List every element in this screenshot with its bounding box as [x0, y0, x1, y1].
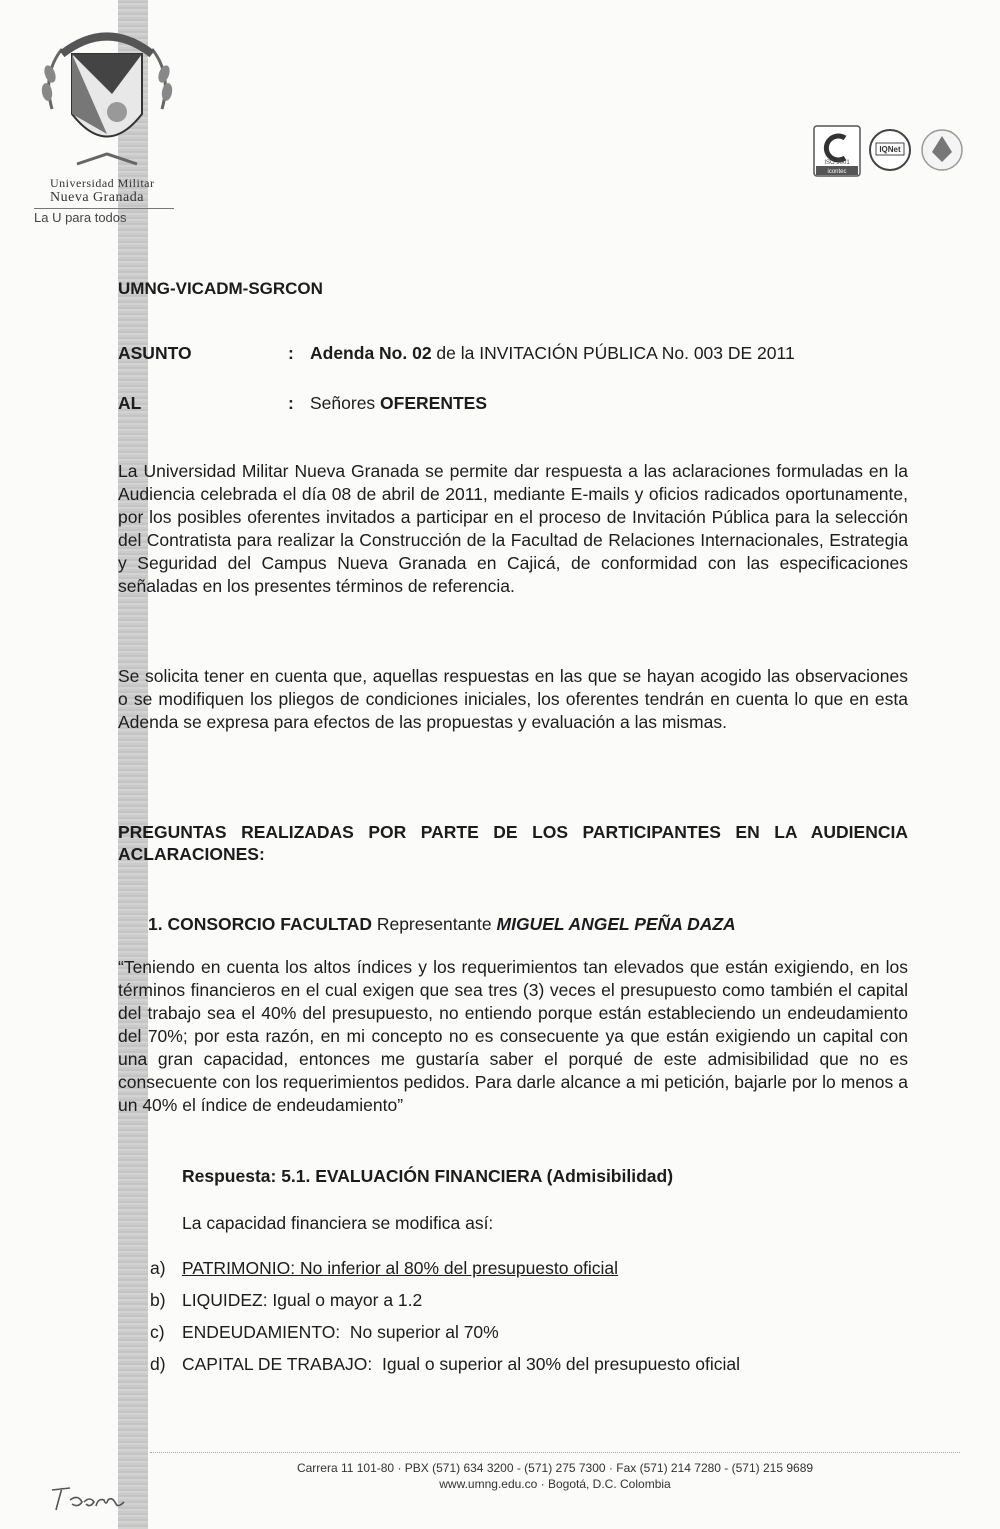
- financial-conditions-list: [150, 1256, 740, 1384]
- instructions-paragraph: Se solicita tener en cuenta que, aquellas respuestas en las que se hayan acogido las observaciones o se modifiquen los pliegos de condiciones iniciales, los oferentes tendrán en cuenta lo que en esta Adenda se expresa para efectos de las propuestas y evaluación a las mismas.: [118, 666, 908, 732]
- list-marker: b): [150, 1290, 166, 1310]
- condition-patrimonio: PATRIMONIO: No inferior al 80% del presupuesto oficial: [182, 1258, 619, 1278]
- list-marker: c): [150, 1322, 165, 1342]
- list-item: [150, 1256, 740, 1288]
- question-item-1-header: [148, 914, 736, 935]
- list-marker: a): [150, 1258, 166, 1278]
- iso-certification-icon: [814, 126, 860, 176]
- university-logo: [22, 14, 192, 225]
- subject-label: ASUNTO: [118, 343, 192, 363]
- footer-divider: [150, 1452, 960, 1453]
- question-1-text: “Teniendo en cuenta los altos índices y los requerimientos tan elevados que están exigiendo, en los términos financieros en el cual exigen que sea tres (3) veces el presupuesto como también el capital del trabajo sea el 40% del presupuesto, no entiendo porque están estableciendo un endeudamiento del 70%; por esta razón, en mi concepto no es consecuente ya que están exigiendo un capital con una gran capacidad, entonces me gustaría saber el porqué de este admisibilidad que no es consecuente con los requerimientos pedidos. Para darle alcance a mi petición, bajarle por lo menos a un 40% el índice de endeudamiento”: [118, 957, 908, 1115]
- addressee-name: OFERENTES: [380, 393, 488, 413]
- svg-text:ISO 9001: ISO 9001: [824, 160, 850, 166]
- scan-shadow-bar: [118, 0, 148, 1529]
- government-seal-icon: [922, 130, 962, 170]
- university-crest-icon: [22, 14, 192, 179]
- questions-heading: PREGUNTAS REALIZADAS POR PARTE DE LOS PARTICIPANTES EN LA AUDIENCIA ACLARACIONES:: [118, 822, 908, 864]
- logo-slogan: La U para todos: [34, 208, 174, 225]
- condition-liquidez: LIQUIDEZ: Igual o mayor a 1.2: [182, 1290, 423, 1310]
- representative-name: MIGUEL ANGEL PEÑA DAZA: [496, 914, 736, 934]
- list-item: [150, 1320, 740, 1352]
- document-reference: UMNG-VICADM-SGRCON: [118, 279, 323, 298]
- answer-heading: Respuesta: 5.1. EVALUACIÓN FINANCIERA (Admisibilidad): [182, 1166, 674, 1186]
- footer-web: www.umng.edu.co · Bogotá, D.C. Colombia: [439, 1477, 671, 1491]
- item-number: 1.: [148, 914, 163, 934]
- list-marker: d): [150, 1354, 166, 1374]
- logo-line-1: Universidad Militar: [50, 176, 155, 190]
- condition-capital-trabajo: CAPITAL DE TRABAJO: Igual o superior al 30% del presupuesto oficial: [182, 1354, 741, 1374]
- condition-endeudamiento: ENDEUDAMIENTO: No superior al 70%: [182, 1322, 499, 1342]
- subject-adenda: Adenda No. 02: [310, 343, 432, 363]
- certification-logos: [812, 124, 972, 180]
- subject-line: [118, 343, 795, 364]
- addressee-prefix: Señores: [310, 393, 381, 413]
- addressee-colon: :: [288, 393, 294, 413]
- representative-label: Representante: [371, 914, 497, 934]
- logo-line-2: Nueva Granada: [50, 190, 144, 205]
- list-item: [150, 1352, 740, 1384]
- intro-paragraph: La Universidad Militar Nueva Granada se permite dar respuesta a las aclaraciones formuladas en la Audiencia celebrada el día 08 de abril de 2011, mediante E-mails y oficios radicados oportunamente, por los posibles oferentes invitados a participar en el proceso de Invitación Pública para la selección del Contratista para realizar la Construcción de la Facultad de Relaciones Internacionales, Estrategia y Seguridad del Campus Nueva Granada en Cajicá, de conformidad con las especificaciones señaladas en los presentes términos de referencia.: [118, 461, 908, 596]
- svg-text:icontec: icontec: [827, 169, 847, 175]
- handwritten-initials-signature: [48, 1480, 128, 1516]
- subject-text: de la INVITACIÓN PÚBLICA No. 003 DE 2011: [431, 343, 795, 363]
- addressee-label: AL: [118, 393, 142, 413]
- addressee-line: [118, 393, 487, 414]
- footer-address: Carrera 11 101-80 · PBX (571) 634 3200 - (571) 275 7300 · Fax (571) 214 7280 - (571) 215 9689: [296, 1461, 814, 1475]
- iqnet-certification-icon: [870, 130, 910, 170]
- list-item: [150, 1288, 740, 1320]
- capacity-intro: La capacidad financiera se modifica así:: [182, 1213, 494, 1233]
- svg-text:IQNet: IQNet: [879, 145, 901, 154]
- subject-colon: :: [288, 343, 294, 363]
- consortium-name: CONSORCIO FACULTAD: [167, 914, 372, 934]
